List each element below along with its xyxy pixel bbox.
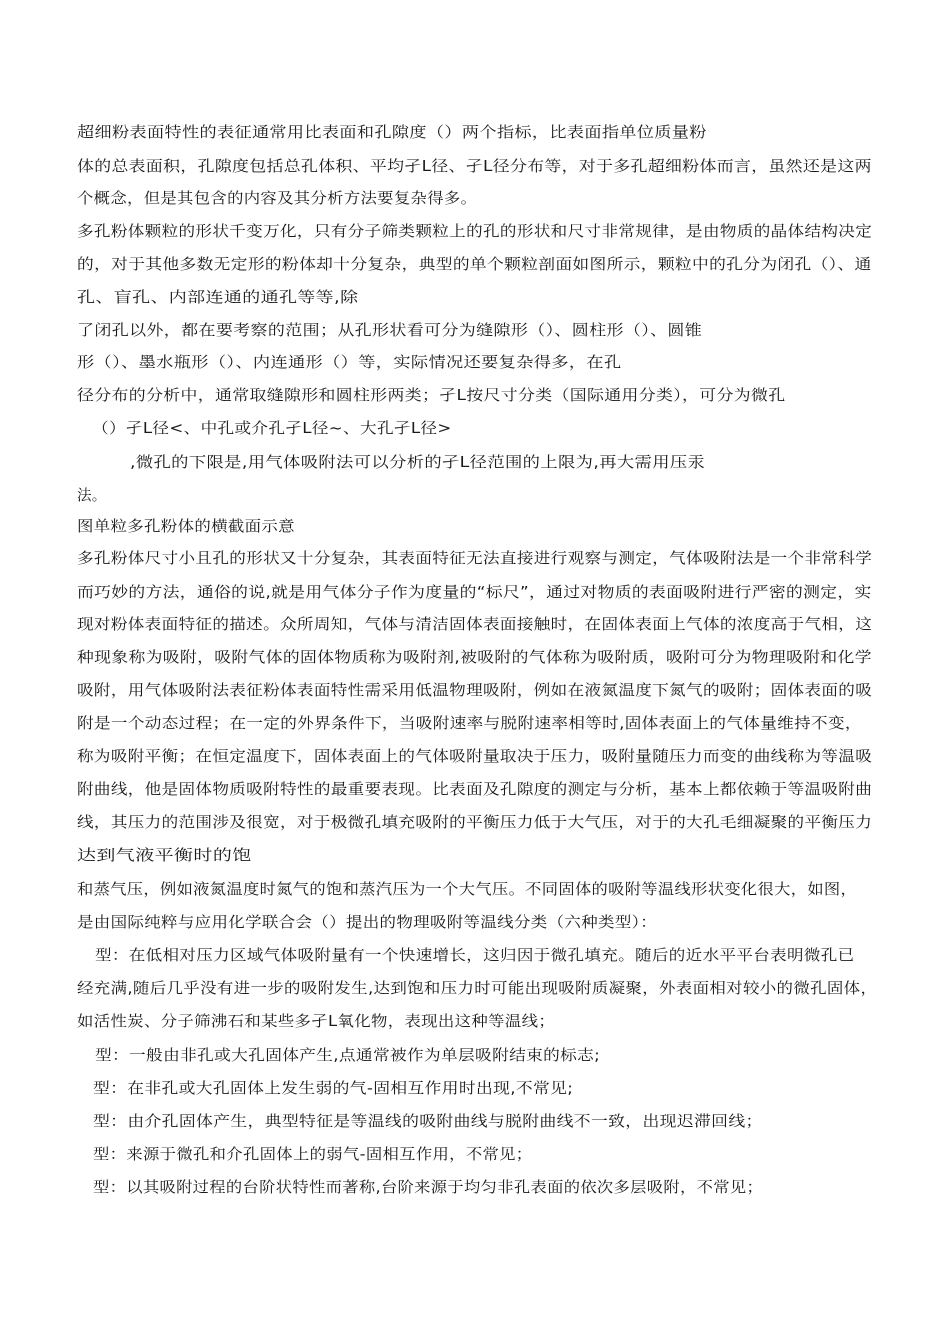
isotherm-type-line: 型：由介孔固体产生，典型特征是等温线的吸附曲线与脱附曲线不一致，出现迟滞回线； — [93, 1112, 763, 1130]
text-line: 了闭孔以外，都在要考察的范围；从孔形状看可分为缝隙形（）、圆柱形（）、圆锥 — [77, 321, 703, 339]
text-line: 附曲线，他是固体物质吸附特性的最重要表现。比表面及孔隙度的测定与分析，基本上都依赖于等温吸附曲 — [77, 780, 873, 798]
text-line: 形（）、墨水瓶形（）、内连通形（）等，实际情况还要复杂得多，在孔 — [77, 353, 622, 371]
text-line: 超细粉表面特性的表征通常用比表面和孔隙度（）两个指标，比表面指单位质量粉 — [77, 123, 707, 141]
text-line: 种现象称为吸附，吸附气体的固体物质称为吸附剂,被吸附的气体称为吸附质，吸附可分为物理吸附和化学 — [77, 648, 872, 666]
text-line: 体的总表面积，孔隙度包括总孔体积、平均孑L径、孑L径分布等，对于多孔超细粉体而言，虽然还是这两 — [77, 157, 872, 175]
isotherm-type-line: 型：在低相对压力区域气体吸附量有一个快速增长，这归因于微孔填充。随后的近水平平台表明微孔已 — [95, 946, 855, 964]
text-line: 附是一个动态过程；在一定的外界条件下，当吸附速率与脱附速率相等时,固体表面上的气体量维持不变， — [77, 714, 862, 732]
text-line: 个概念，但是其包含的内容及其分析方法要复杂得多。 — [77, 189, 478, 207]
isotherm-type-line: 型：一般由非孔或大孔固体产生,点通常被作为单层吸附结束的标志; — [95, 1046, 601, 1064]
text-line: 现对粉体表面特征的描述。众所周知，气体与清洁固体表面接触时，在固体表面上气体的浓度高于气相，这 — [77, 615, 873, 633]
text-line: 和蒸气压，例如液氮温度时氮气的饱和蒸汽压为一个大气压。不同固体的吸附等温线形状变化很大，如图， — [77, 880, 858, 898]
text-line: 的，对于其他多数无定形的粉体却十分复杂，典型的单个颗粒剖面如图所示，颗粒中的孔分为闭孔（）、通 — [77, 255, 872, 273]
text-line: 达到气液平衡时的饱 — [77, 846, 252, 864]
figure-caption: 图单粒多孔粉体的横截面示意 — [77, 517, 295, 535]
isotherm-type-line: 型：以其吸附过程的台阶状特性而著称,台阶来源于均匀非孔表面的依次多层吸附，不常见； — [93, 1178, 764, 1196]
text-line: 多孔粉体颗粒的形状千变万化，只有分子筛类颗粒上的孔的形状和尺寸非常规律，是由物质的晶体结构决定 — [77, 222, 873, 240]
text-line: （）孑L径<、中孔或介孔孑L径~、大孔孑L径> — [92, 419, 452, 437]
text-line: 线，其压力的范围涉及很宽，对于极微孔填充吸附的平衡压力低于大气压，对于的大孔毛细凝聚的平衡压力 — [77, 813, 873, 831]
text-line: 经充满,随后几乎没有进一步的吸附发生,达到饱和压力时可能出现吸附质凝聚，外表面相对较小的微孔固体， — [77, 979, 878, 997]
isotherm-type-line: 型：在非孔或大孔固体上发生弱的气-固相互作用时出现,不常见; — [93, 1079, 574, 1097]
text-line: 吸附，用气体吸附法表征粉体表面特性需采用低温物理吸附，例如在液氮温度下氮气的吸附；固体表面的吸 — [77, 681, 873, 699]
text-line: 而巧妙的方法，通俗的说,就是用气体分子作为度量的“标尺”，通过对物质的表面吸附进行严密的测定，实 — [77, 583, 872, 601]
text-line: 法。 — [77, 486, 107, 504]
text-line: ,微孔的下限是,用气体吸附法可以分析的孑L径范围的上限为,再大需用压汞 — [130, 453, 706, 471]
text-line: 是由国际纯粹与应用化学联合会（）提出的物理吸附等温线分类（六种类型）： — [77, 913, 658, 931]
text-line: 称为吸附平衡；在恒定温度下，固体表面上的气体吸附量取决于压力，吸附量随压力而变的曲线称为等温吸 — [77, 747, 873, 765]
text-line: 径分布的分析中，通常取缝隙形和圆柱形两类；孑L按尺寸分类（国际通用分类），可分为微孔 — [77, 386, 786, 404]
text-line: 如活性炭、分子筛沸石和某些多孑L氧化物，表现出这种等温线； — [77, 1012, 556, 1030]
text-line: 多孔粉体尺寸小且孔的形状又十分复杂，其表面特征无法直接进行观察与测定，气体吸附法是一个非常科学 — [77, 549, 873, 567]
text-line: 孔、盲孔、内部连通的通孔等等,除 — [77, 288, 359, 306]
isotherm-type-line: 型：来源于微孔和介孔固体上的弱气-固相互作用，不常见； — [93, 1145, 533, 1163]
